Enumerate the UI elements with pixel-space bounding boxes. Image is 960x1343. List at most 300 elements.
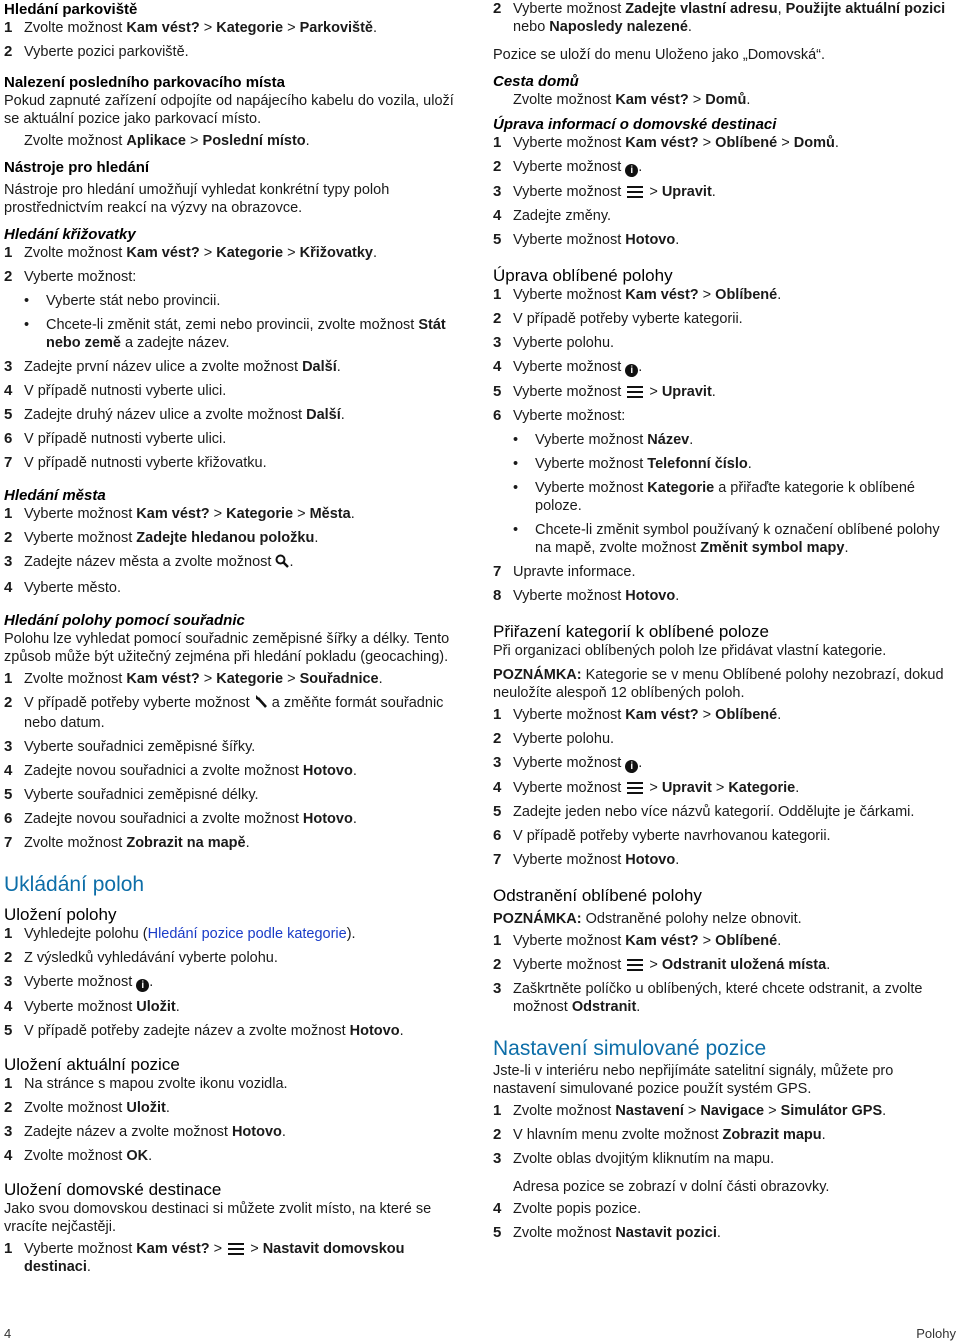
text-run: > xyxy=(209,506,227,522)
step-text xyxy=(513,158,642,177)
step-text xyxy=(513,980,953,1016)
step-item xyxy=(4,1240,470,1276)
bullet-text xyxy=(46,292,220,310)
info-icon: i xyxy=(625,364,638,377)
ui-term: Upravit xyxy=(661,384,712,400)
step-item xyxy=(493,932,953,950)
text-run: . xyxy=(148,1148,153,1164)
ui-term: Nastavení xyxy=(615,1103,684,1119)
step-list xyxy=(4,925,470,1046)
step-list xyxy=(493,706,953,875)
ui-term: Zobrazit na mapě xyxy=(126,835,246,851)
home-note: Pozice se uloží do menu Uloženo jako „Domovská“. xyxy=(493,47,826,63)
ui-term: Další xyxy=(306,407,341,423)
text-run: Vyberte možnost xyxy=(513,755,626,771)
text-run: . xyxy=(882,1103,887,1119)
ui-term: Souřadnice xyxy=(299,671,379,687)
text-run: , xyxy=(777,1,786,17)
edit-favorite-heading: Úprava oblíbené polohy xyxy=(493,266,673,285)
ui-term: Kam vést? xyxy=(625,707,699,723)
text-run: Zvolte možnost xyxy=(24,1148,127,1164)
coords-heading: Hledání polohy pomocí souřadnic xyxy=(4,612,245,629)
step-text xyxy=(24,268,136,286)
step-number: 2 xyxy=(493,1126,502,1143)
text-run: . xyxy=(777,933,782,949)
intersection-heading: Hledání křižovatky xyxy=(4,226,136,243)
ui-term: Název xyxy=(647,432,690,448)
text-run: Na stránce s mapou zvolte ikonu vozidla. xyxy=(24,1076,288,1092)
text-run: Vyberte možnost xyxy=(513,184,626,200)
step-text xyxy=(24,1022,404,1040)
simulated-position-text: Jste-li v interiéru nebo nepřijímáte satelitní signály, můžete pro nastavení simulované pozice použít systém GPS. xyxy=(493,1063,894,1097)
text-run: Zvolte možnost xyxy=(513,1103,616,1119)
step-item xyxy=(493,407,953,425)
step-number: 6 xyxy=(4,810,13,827)
menu-icon xyxy=(228,1243,244,1255)
step-item xyxy=(4,810,470,828)
step-list xyxy=(4,1075,470,1171)
ui-term: Kam vést? xyxy=(625,933,699,949)
step-number: 5 xyxy=(493,1224,502,1241)
ui-term: Další xyxy=(302,359,337,375)
step-item xyxy=(4,505,470,523)
step-text xyxy=(513,1200,641,1218)
text-run: Zvolte možnost xyxy=(513,92,616,108)
text-run: Vyberte možnost xyxy=(24,506,137,522)
text-run: ). xyxy=(346,926,356,942)
text-run: Vyberte možnost xyxy=(24,974,137,990)
ui-term: Kam vést? xyxy=(136,506,210,522)
step-item xyxy=(4,529,470,547)
step-item xyxy=(4,430,470,448)
text-run: Vyberte pozici parkoviště. xyxy=(24,44,189,60)
ui-term: Naposledy nalezené xyxy=(549,19,688,35)
step-text xyxy=(513,587,679,605)
right-column xyxy=(493,0,953,1248)
edit-home-heading: Úprava informací o domovské destinaci xyxy=(493,116,777,133)
step-number: 1 xyxy=(4,925,13,942)
step-number: 5 xyxy=(493,383,502,400)
ui-term: Použijte aktuální pozici xyxy=(785,1,946,17)
step-item xyxy=(493,851,953,869)
ui-term: Kam vést? xyxy=(136,1241,210,1257)
step-text xyxy=(513,754,642,773)
text-run: Vyberte možnost xyxy=(513,588,626,604)
step-item xyxy=(4,762,470,780)
ui-term: Kategorie xyxy=(216,245,284,261)
step-item xyxy=(493,207,953,225)
ui-term: Oblíbené xyxy=(715,135,778,151)
step-text xyxy=(24,244,377,262)
text-run: Vyberte možnost xyxy=(513,159,626,175)
text-run: . xyxy=(675,588,680,604)
text-run: > xyxy=(283,245,300,261)
step-item xyxy=(4,406,470,424)
text-run: . xyxy=(716,1225,721,1241)
step-item xyxy=(493,587,953,605)
step-item xyxy=(4,579,470,597)
text-run: . xyxy=(795,780,800,796)
ui-term: Simulátor GPS xyxy=(780,1103,883,1119)
step-text xyxy=(24,834,250,852)
step-item xyxy=(4,949,470,967)
step-item xyxy=(493,563,953,581)
step-text xyxy=(24,382,226,400)
text-run: Vyberte souřadnici zeměpisné šířky. xyxy=(24,739,256,755)
bullet-item xyxy=(493,479,953,515)
text-run: > xyxy=(645,184,662,200)
text-run: Vyberte možnost xyxy=(513,957,626,973)
text-run: . xyxy=(638,359,643,375)
info-icon: i xyxy=(625,164,638,177)
ui-term: Kategorie xyxy=(728,780,796,796)
step-number: 2 xyxy=(4,1099,13,1116)
step-item xyxy=(4,925,470,943)
ui-term: Hotovo xyxy=(625,232,676,248)
step-text xyxy=(513,231,679,249)
step-number: 4 xyxy=(493,1200,502,1217)
text-run: . xyxy=(314,530,319,546)
ui-term: Odstranit xyxy=(571,999,637,1015)
ui-term: Hotovo xyxy=(302,763,353,779)
step-text xyxy=(513,563,636,581)
text-run: Vyberte možnost xyxy=(513,287,626,303)
ui-term: Kam vést? xyxy=(625,287,699,303)
text-run: Zvolte možnost xyxy=(513,1225,616,1241)
step-text xyxy=(24,358,341,376)
bullet-item xyxy=(4,292,470,310)
text-run: Zvolte možnost xyxy=(24,133,127,149)
text-run: Vyberte možnost xyxy=(513,1,626,17)
text-run: V případě potřeby vyberte navrhovanou kategorii. xyxy=(513,828,831,844)
text-run: Vyberte možnost xyxy=(513,707,626,723)
text-run: Vyberte možnost xyxy=(535,456,648,472)
ui-term: Kam vést? xyxy=(126,671,200,687)
text-run: Zvolte možnost xyxy=(24,20,127,36)
text-run: Z výsledků vyhledávání vyberte polohu. xyxy=(24,950,278,966)
step-number: 3 xyxy=(4,1123,13,1140)
step-text xyxy=(24,553,294,573)
step-text xyxy=(24,694,470,732)
step-list xyxy=(4,19,470,67)
step-list xyxy=(4,505,470,603)
step-text xyxy=(24,1099,170,1117)
text-run: Zadejte název města a zvolte možnost xyxy=(24,554,276,570)
step-item xyxy=(493,754,953,773)
text-run: Vyberte možnost: xyxy=(513,408,626,424)
ui-term: Stát nebo země xyxy=(46,317,446,351)
step-list xyxy=(493,563,953,611)
step-item xyxy=(4,738,470,756)
wrench-icon xyxy=(254,694,268,714)
step-list xyxy=(4,670,470,858)
step-text xyxy=(24,529,318,547)
step-item xyxy=(493,980,953,1016)
text-run: Zaškrtněte políčko u oblíbených, které chcete odstranit, a zvolte možnost xyxy=(513,981,923,1015)
step-item xyxy=(493,1102,953,1120)
text-run: > xyxy=(186,133,203,149)
last-parking-action xyxy=(4,132,470,150)
step-number: 7 xyxy=(493,563,502,580)
step-item xyxy=(4,973,470,992)
step-text xyxy=(513,407,625,425)
step-text xyxy=(513,730,614,748)
ui-term: Kategorie xyxy=(216,20,284,36)
text-run: > xyxy=(698,135,716,151)
step-item xyxy=(4,1123,470,1141)
step-text xyxy=(24,998,180,1016)
ui-term: Nastavit domovskou destinaci xyxy=(24,1241,405,1275)
text-run: . xyxy=(165,1100,170,1116)
text-run: > xyxy=(698,707,716,723)
ui-term: Navigace xyxy=(700,1103,765,1119)
text-run: > xyxy=(283,20,300,36)
text-run: . xyxy=(844,540,849,556)
menu-icon xyxy=(627,959,643,971)
text-run: > xyxy=(199,245,217,261)
text-run: . xyxy=(352,763,357,779)
step-number: 2 xyxy=(4,43,13,60)
text-run: Vyberte město. xyxy=(24,580,121,596)
text-run: . xyxy=(340,407,345,423)
text-run: . xyxy=(636,999,641,1015)
simulated-position-heading: Nastavení simulované pozice xyxy=(493,1037,767,1060)
text-run: Vyberte možnost xyxy=(535,480,648,496)
step-text xyxy=(24,43,189,61)
ui-term: Odstranit uložená místa xyxy=(661,957,827,973)
delete-favorite-heading: Odstranění oblíbené polohy xyxy=(493,886,702,905)
step-text xyxy=(513,207,611,225)
step-number: 4 xyxy=(4,382,13,399)
bullet-text xyxy=(535,455,752,473)
tools-heading: Nástroje pro hledání xyxy=(4,159,150,176)
text-run: Zvolte možnost xyxy=(24,245,127,261)
ui-term: Města xyxy=(309,506,351,522)
text-run: > xyxy=(199,20,217,36)
assign-note: POZNÁMKA: Kategorie se v menu Oblíbené polohy nezobrazí, dokud neuložíte alespoň 12 oblíbených poloh. xyxy=(493,667,944,701)
text-run: . xyxy=(245,835,250,851)
step-item xyxy=(493,1224,953,1242)
ui-term: Parkoviště xyxy=(299,20,373,36)
text-run: . xyxy=(689,432,694,448)
assign-text: Při organizaci oblíbených poloh lze přidávat vlastní kategorie. xyxy=(493,643,887,659)
step-text xyxy=(24,973,153,992)
step-number: 5 xyxy=(4,786,13,803)
step-number: 1 xyxy=(4,1240,13,1257)
text-run: Vyberte polohu. xyxy=(513,731,615,747)
step-number: 7 xyxy=(4,834,13,851)
city-heading: Hledání města xyxy=(4,487,106,504)
text-run: > xyxy=(283,671,300,687)
text-run: Zadejte novou souřadnici a zvolte možnost xyxy=(24,763,303,779)
ui-term: Nastavit pozici xyxy=(615,1225,717,1241)
delete-note: POZNÁMKA: Odstraněné polohy nelze obnovit. xyxy=(493,911,802,927)
text-run: . xyxy=(305,133,310,149)
step-number: 2 xyxy=(493,158,502,175)
text-run: . xyxy=(711,184,716,200)
text-run: > xyxy=(246,1241,263,1257)
text-run: . xyxy=(336,359,341,375)
last-parking-heading: Nalezení posledního parkovacího místa xyxy=(4,74,285,91)
text-run: Zadejte druhý název ulice a zvolte možnost xyxy=(24,407,307,423)
step-item xyxy=(493,706,953,724)
step-text xyxy=(24,579,121,597)
step-list xyxy=(4,358,470,478)
step-number: 3 xyxy=(493,980,502,997)
ui-term: Kam vést? xyxy=(126,245,200,261)
text-run: Vyberte možnost xyxy=(513,780,626,796)
step-item xyxy=(4,19,470,37)
step-number: 6 xyxy=(493,827,502,844)
text-run: Zvolte možnost xyxy=(24,835,127,851)
step-item xyxy=(493,334,953,352)
ui-term: Zadejte vlastní adresu xyxy=(625,1,778,17)
step-text xyxy=(24,949,278,967)
step-text xyxy=(24,454,267,472)
text-run: a přiřaďte kategorie k oblíbené poloze. xyxy=(535,480,915,514)
info-icon: i xyxy=(625,760,638,773)
text-run: . xyxy=(373,20,378,36)
step-item xyxy=(493,310,953,328)
text-run: > xyxy=(645,384,662,400)
text-run: . xyxy=(350,506,355,522)
step-item xyxy=(4,382,470,400)
save-home-text: Jako svou domovskou destinaci si můžete zvolit místo, na které se vracíte nejčastěji. xyxy=(4,1201,432,1235)
ui-term: Změnit symbol mapy xyxy=(700,540,845,556)
step-number: 1 xyxy=(493,932,502,949)
text-run: . xyxy=(289,554,294,570)
save-home-heading: Uložení domovské destinace xyxy=(4,1180,222,1199)
text-run: Zadejte změny. xyxy=(513,208,612,224)
step-item xyxy=(4,1075,470,1093)
ui-term: Hotovo xyxy=(349,1023,400,1039)
text-run: . xyxy=(86,1259,91,1275)
step-number: 5 xyxy=(493,803,502,820)
step-item xyxy=(493,956,953,974)
step-text xyxy=(24,505,355,523)
text-run: . xyxy=(834,135,839,151)
route-home-action xyxy=(493,91,953,109)
text-run: Vyberte možnost xyxy=(24,1241,137,1257)
text-run: Vyberte možnost xyxy=(513,135,626,151)
ui-term: Zobrazit mapu xyxy=(722,1127,822,1143)
saving-heading: Ukládání poloh xyxy=(4,873,145,896)
bullet-item xyxy=(4,316,470,352)
step-number: 1 xyxy=(493,706,502,723)
text-run: a zadejte název. xyxy=(120,335,230,351)
step-number: 3 xyxy=(493,183,502,200)
step-item xyxy=(493,803,953,821)
menu-icon xyxy=(627,782,643,794)
ui-term: Poslední místo xyxy=(202,133,306,149)
step-item xyxy=(493,358,953,377)
text-run: . xyxy=(687,19,692,35)
text-run: . xyxy=(175,999,180,1015)
ui-term: Domů xyxy=(793,135,835,151)
step-text xyxy=(24,762,357,780)
menu-icon xyxy=(627,186,643,198)
cross-reference-link[interactable]: Hledání pozice podle kategorie xyxy=(147,926,347,942)
ui-term: Kategorie xyxy=(226,506,294,522)
ui-term: Oblíbené xyxy=(715,287,778,303)
ui-term: Domů xyxy=(705,92,747,108)
text-run: Zadejte název a zvolte možnost xyxy=(24,1124,232,1140)
step-item xyxy=(4,1099,470,1117)
text-run: > xyxy=(764,1103,781,1119)
bullet-icon: • xyxy=(513,432,519,448)
page-number: 4 xyxy=(4,1326,12,1341)
step-number: 3 xyxy=(493,334,502,351)
step-number: 3 xyxy=(4,973,13,990)
step-item xyxy=(493,231,953,249)
text-run: Vyberte možnost xyxy=(24,530,137,546)
step-item xyxy=(4,1022,470,1040)
bullet-text xyxy=(535,431,693,449)
search-icon xyxy=(275,554,289,573)
text-run: > xyxy=(711,780,729,796)
step-list xyxy=(4,1240,470,1282)
text-run: Vyberte možnost xyxy=(513,232,626,248)
footer-section: Polohy xyxy=(916,1326,956,1341)
text-run: Vyberte možnost: xyxy=(24,269,137,285)
text-run: . xyxy=(711,384,716,400)
text-run: . xyxy=(777,707,782,723)
text-run: . xyxy=(826,957,831,973)
step-text xyxy=(513,706,781,724)
text-run: V případě potřeby zadejte název a zvolte možnost xyxy=(24,1023,350,1039)
text-run: . xyxy=(352,811,357,827)
coords-text: Polohu lze vyhledat pomocí souřadnic zeměpisné šířky a délky. Tento způsob může být užitečný zejména při hledání pokladu (geocaching). xyxy=(4,631,450,665)
step-text xyxy=(513,851,679,869)
step-number: 5 xyxy=(4,406,13,423)
step-text xyxy=(24,1240,470,1276)
bullet-text xyxy=(535,521,953,557)
step-number: 6 xyxy=(493,407,502,424)
text-run: > xyxy=(698,933,716,949)
text-run: Vyberte souřadnici zeměpisné délky. xyxy=(24,787,259,803)
ui-term: Zadejte hledanou položku xyxy=(136,530,315,546)
step-number: 2 xyxy=(4,949,13,966)
step-text xyxy=(24,19,377,37)
step-number: 2 xyxy=(493,310,502,327)
step-number: 7 xyxy=(4,454,13,471)
ui-term: Kam vést? xyxy=(126,20,200,36)
step-list xyxy=(4,244,470,292)
step-text xyxy=(513,134,839,152)
text-run: > xyxy=(683,1103,701,1119)
bullet-text xyxy=(46,316,470,352)
ui-term: Uložit xyxy=(126,1100,166,1116)
bullet-list xyxy=(4,292,470,358)
step-item xyxy=(4,358,470,376)
step-list xyxy=(493,0,953,42)
bullet-icon: • xyxy=(513,456,519,472)
step-item xyxy=(493,286,953,304)
text-run: Vyberte polohu. xyxy=(513,335,615,351)
text-run: . xyxy=(638,159,643,175)
route-home-heading: Cesta domů xyxy=(493,73,579,90)
text-run: . xyxy=(149,974,154,990)
step-number: 4 xyxy=(4,579,13,596)
text-run: Zvolte možnost xyxy=(24,1100,127,1116)
step-text xyxy=(24,738,255,756)
text-run: V hlavním menu zvolte možnost xyxy=(513,1127,723,1143)
text-run: Upravte informace. xyxy=(513,564,636,580)
step-text xyxy=(24,1075,288,1093)
ui-term: Oblíbené xyxy=(715,933,778,949)
bullet-icon: • xyxy=(513,522,519,538)
step-item xyxy=(493,1150,953,1168)
